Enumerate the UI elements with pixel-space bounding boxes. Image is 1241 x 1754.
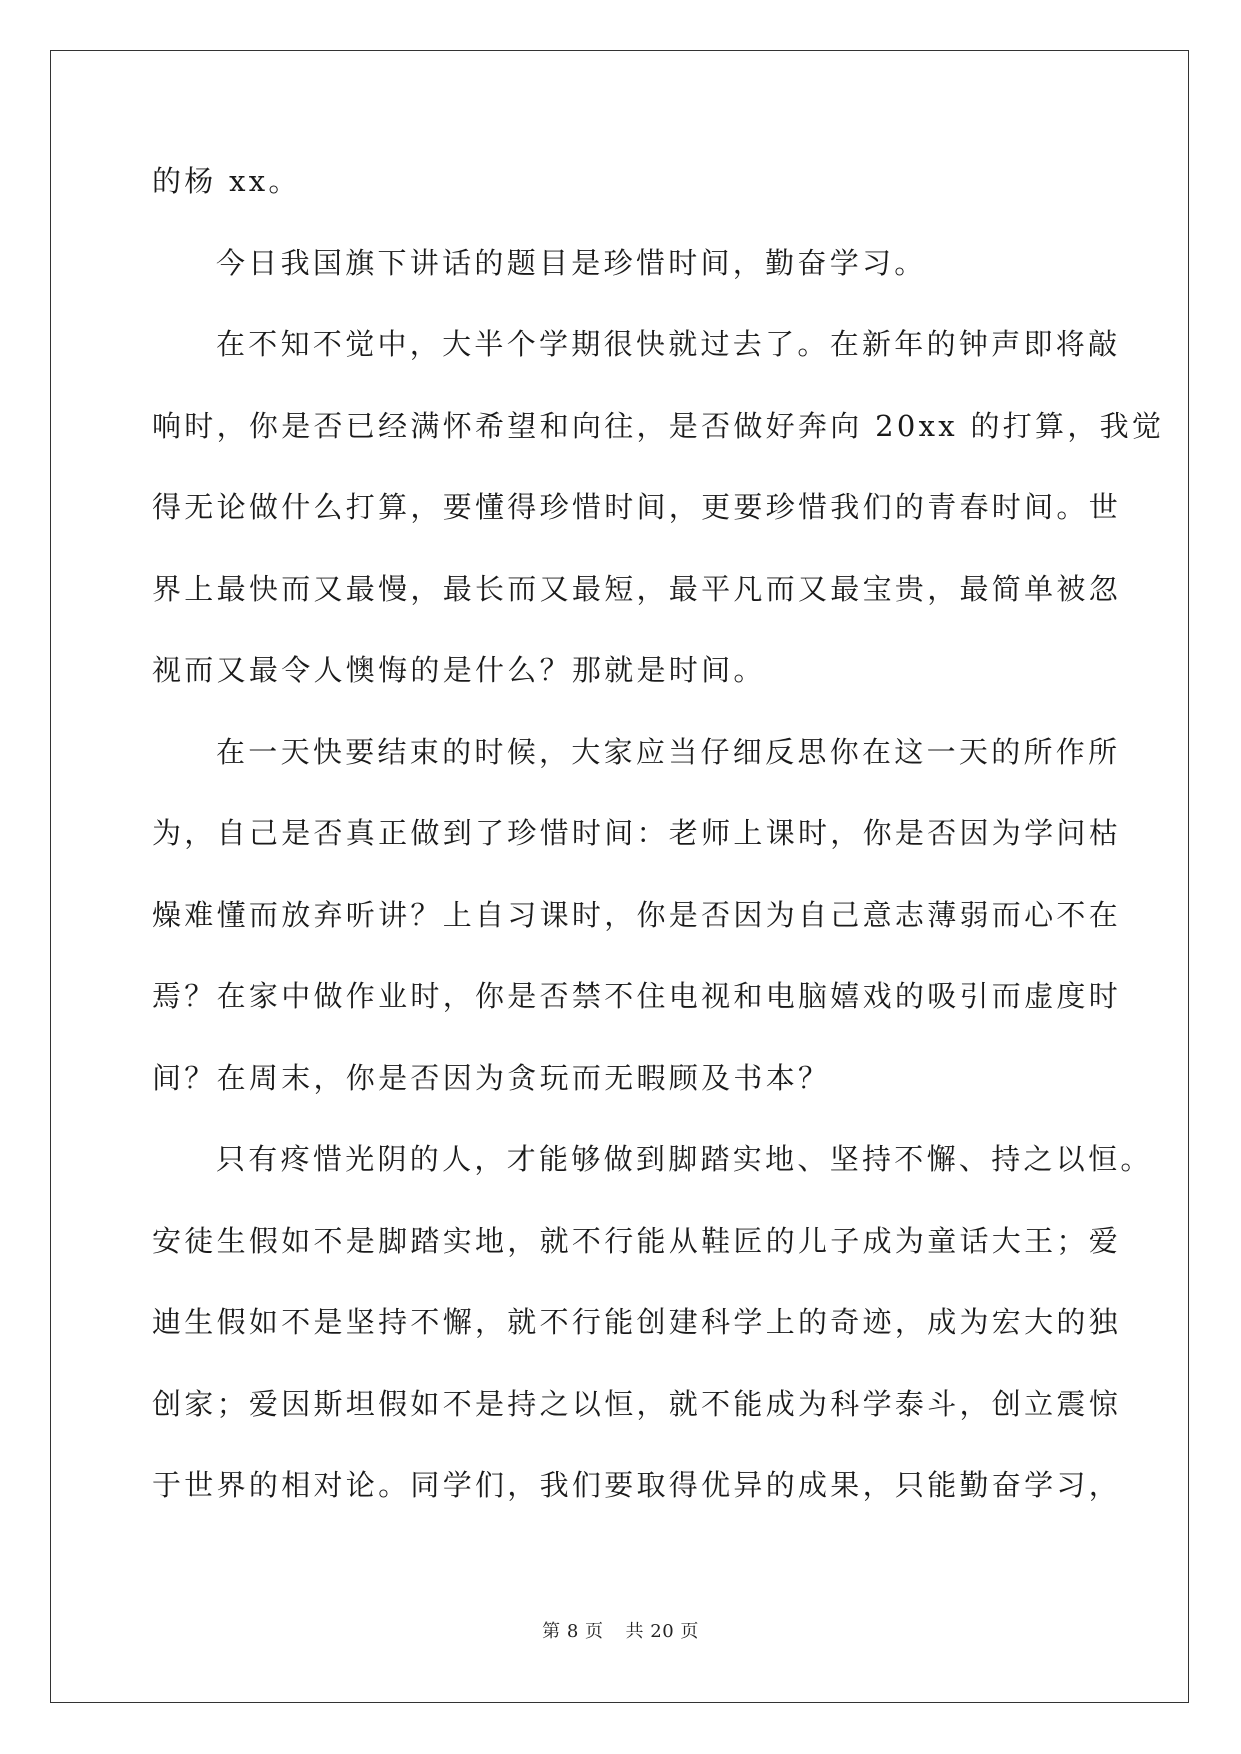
paragraph-start-line: 在一天快要结束的时候，大家应当仔细反思你在这一天的所作所 xyxy=(216,734,1121,769)
text-line: 为，自己是否真正做到了珍惜时间：老师上课时，你是否因为学问枯 xyxy=(152,816,1122,850)
text-line: 视而又最令人懊悔的是什么？那就是时间。 xyxy=(152,653,766,687)
text-line: 间？在周末，你是否因为贪玩而无暇顾及书本？ xyxy=(152,1060,831,1095)
document-body xyxy=(152,164,1165,1552)
page-footer xyxy=(0,1622,1241,1642)
text-line: 创家；爱因斯坦假如不是持之以恒，就不能成为科学泰斗，创立震惊 xyxy=(152,1386,1122,1421)
text-line: 焉？在家中做作业时，你是否禁不住电视和电脑嬉戏的吸引而虚度时 xyxy=(152,979,1122,1013)
text-line: 迪生假如不是坚持不懈，就不行能创建科学上的奇迹，成为宏大的独 xyxy=(152,1305,1122,1339)
text-line: 于世界的相对论。同学们，我们要取得优异的成果，只能勤奋学习， xyxy=(152,1468,1122,1502)
text-line: 得无论做什么打算，要懂得珍惜时间，更要珍惜我们的青春时间。世 xyxy=(152,490,1122,524)
text-line: 界上最快而又最慢，最长而又最短，最平凡而又最宝贵，最简单被忽 xyxy=(152,571,1122,606)
paragraph-start-line: 只有疼惜光阴的人，才能够做到脚踏实地、坚持不懈、持之以恒。 xyxy=(216,1142,1153,1176)
text-line: 的杨 xx。 xyxy=(152,164,301,198)
text-line: 响时，你是否已经满怀希望和向往，是否做好奔向 20xx 的打算，我觉 xyxy=(152,408,1165,443)
paragraph-start-line: 今日我国旗下讲话的题目是珍惜时间，勤奋学习。 xyxy=(216,245,927,280)
page-number: 第 8 页 xyxy=(542,1621,604,1642)
page-total: 共 20 页 xyxy=(625,1621,699,1642)
text-line: 燥难懂而放弃听讲？上自习课时，你是否因为自己意志薄弱而心不在 xyxy=(152,897,1122,932)
paragraph-start-line: 在不知不觉中，大半个学期很快就过去了。在新年的钟声即将敲 xyxy=(216,327,1121,361)
text-line: 安徒生假如不是脚踏实地，就不行能从鞋匠的儿子成为童话大王；爱 xyxy=(152,1223,1122,1258)
